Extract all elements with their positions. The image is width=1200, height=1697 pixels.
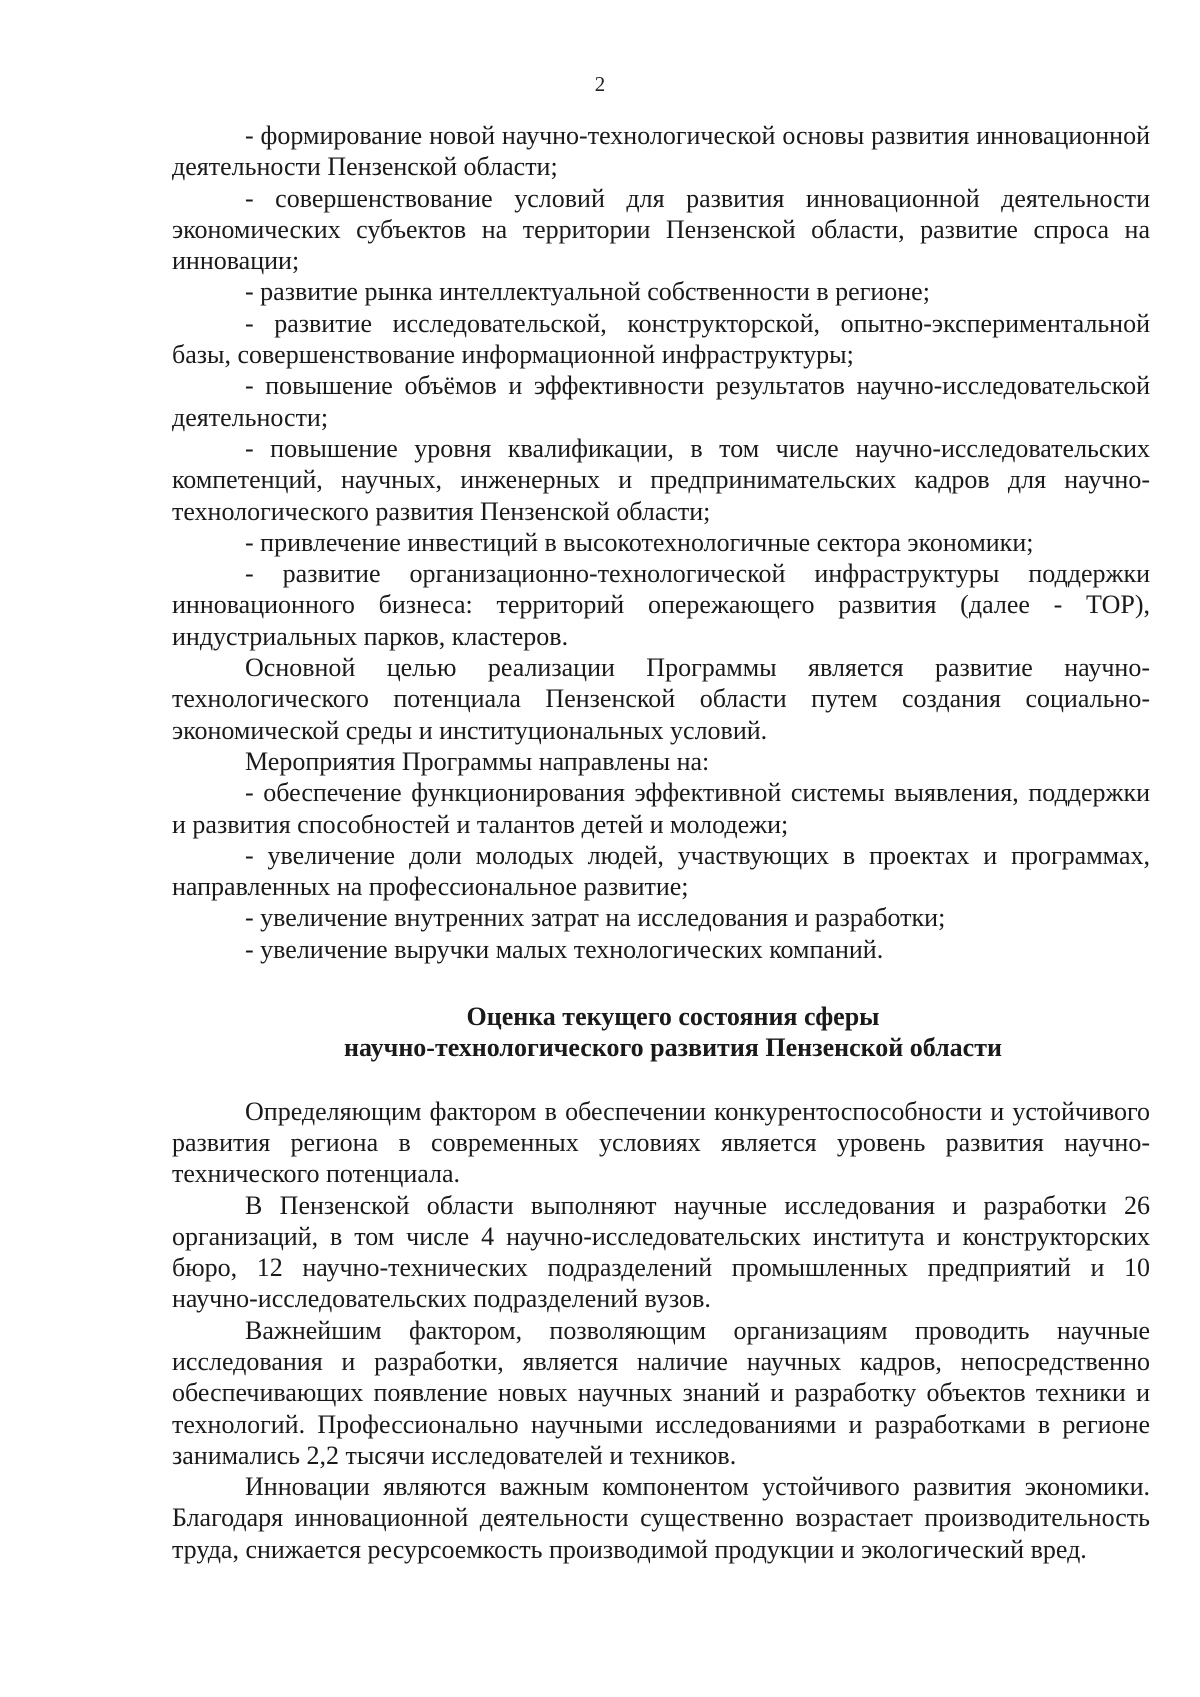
measures-intro: Мероприятия Программы направлены на: [245,746,710,776]
section-heading-line-2: научно-технологического развития Пензенской области [344,1033,1002,1063]
body-paragraph: Важнейшим фактором, позволяющим организациям проводить научные исследования и разработки, является наличие научных кадров, непосредственно обеспечивающих появление новых научных знаний и разработку объектов техники и технологий. Профессионально научными исследованиями и разработками в регионе занимались 2,2 тысячи исследователей и техников. [172,1315,1150,1470]
section-heading-line-1: Оценка текущего состояния сферы [466,1002,880,1032]
list-item: - формирование новой научно-технологической основы развития инновационной деятельности Пензенской области; [172,121,1150,182]
body-paragraph: Определяющим фактором в обеспечении конкурентоспособности и устойчивого развития региона в современных условиях является уровень развития научно-технического потенциала. [172,1096,1150,1189]
list-item: - увеличение выручки малых технологических компаний. [245,934,884,964]
section-heading [172,1001,1150,1064]
list-item: - развитие исследовательской, конструкторской, опытно-экспериментальной базы, совершенствование информационной инфраструктуры; [172,308,1150,370]
list-item: - обеспечение функционирования эффективной системы выявления, поддержки и развития способностей и талантов детей и молодежи; [172,778,1150,839]
list-item: - увеличение внутренних затрат на исследования и разработки; [245,903,946,933]
list-item: - развитие организационно-технологической инфраструктуры поддержки инновационного бизнеса: территорий опережающего развития (далее - ТОР), индустриальных парков, кластеров. [172,559,1150,651]
main-goal-paragraph: Основной целью реализации Программы является развитие научно-технологического потенциала Пензенской области путем создания социально-экономической среды и институциональных условий. [172,653,1150,745]
list-item: - развитие рынка интеллектуальной собственности в регионе; [245,277,930,307]
list-item: - повышение объёмов и эффективности результатов научно-исследовательской деятельности; [172,371,1150,432]
body-paragraph: Инновации являются важным компонентом устойчивого развития экономики. Благодаря инновационной деятельности существенно возрастает производительность труда, снижается ресурсоемкость производимой продукции и экологический вред. [172,1472,1150,1564]
list-item: - привлечение инвестиций в высокотехнологичные сектора экономики; [245,527,1034,557]
body-paragraph: В Пензенской области выполняют научные исследования и разработки 26 организаций, в том числе 4 научно-исследовательских института и конструкторских бюро, 12 научно-технических подразделений промышленных предприятий и 10 научно-исследовательских подразделений вузов. [172,1190,1150,1314]
goals-list [172,120,1150,965]
section-body [172,1096,1150,1565]
list-item: - повышение уровня квалификации, в том числе научно-исследовательских компетенций, научных, инженерных и предпринимательских кадров для научно-технологического развития Пензенской области; [172,433,1150,526]
page-number: 2 [594,72,606,96]
document-body [172,120,1150,1565]
list-item: - увеличение доли молодых людей, участвующих в проектах и программах, направленных на профессиональное развитие; [172,840,1150,902]
list-item: - совершенствование условий для развития инновационной деятельности экономических субъектов на территории Пензенской области, развитие спроса на инновации; [172,183,1150,276]
